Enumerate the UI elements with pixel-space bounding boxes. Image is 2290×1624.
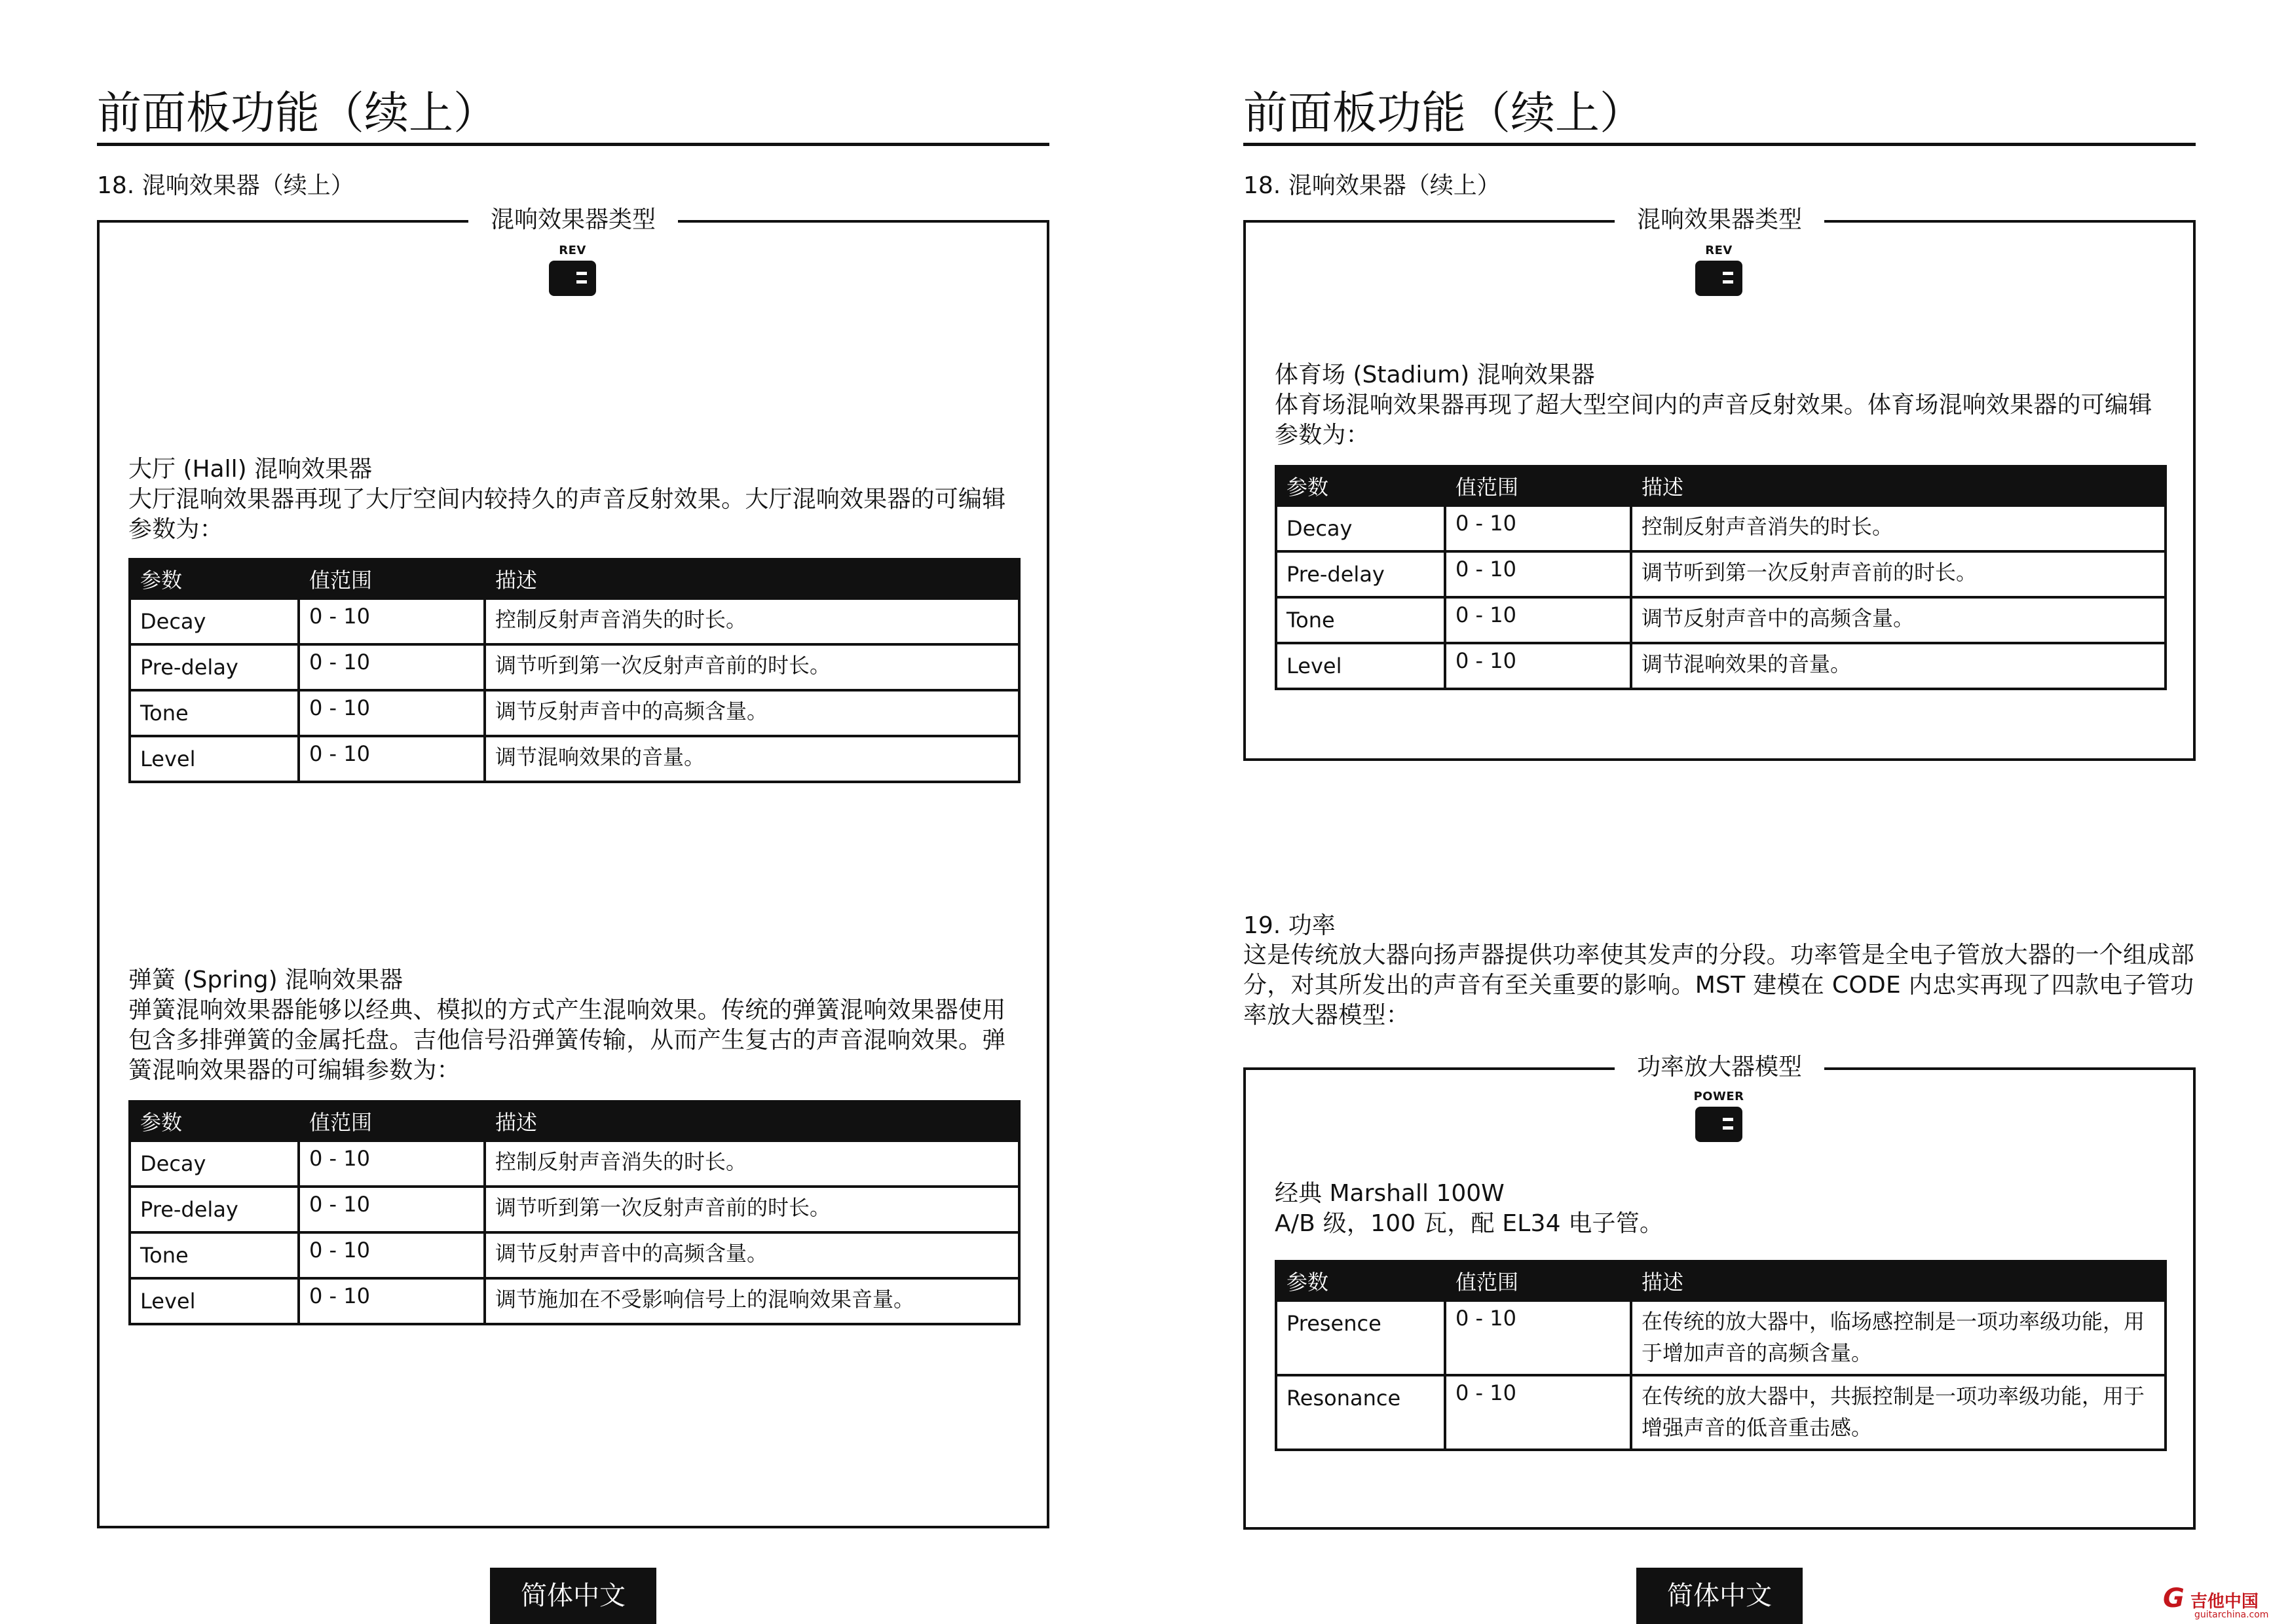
param-range: 0 - 10 [299,1141,485,1187]
param-range: 0 - 10 [299,736,485,782]
table-row [1276,643,2166,689]
param-name: Tone [1276,597,1445,643]
param-range: 0 - 10 [1445,597,1631,643]
param-description: 调节听到第一次反射声音前的时长。 [485,644,1019,690]
rev-icon-label: REV [1705,244,1733,257]
table-row [130,1278,1019,1324]
param-description: 调节听到第一次反射声音前的时长。 [1631,551,2166,597]
box-title: 混响效果器类型 [1615,206,1824,234]
hall-params-table [128,558,1021,783]
table-row [130,1141,1019,1187]
rev-knob-icon [548,244,597,296]
spring-reverb-title: 弹簧 (Spring) 混响效果器 [128,967,404,993]
param-name: Tone [130,1232,299,1278]
param-description: 调节施加在不受影响信号上的混响效果音量。 [485,1278,1019,1324]
page-title: 前面板功能（续上） [97,88,498,139]
param-range: 0 - 10 [299,690,485,736]
hall-reverb-title: 大厅 (Hall) 混响效果器 [128,456,373,483]
subsection-heading: 18. 混响效果器（续上） [97,172,354,199]
rev-knob-icon [1694,244,1744,296]
param-range: 0 - 10 [299,1278,485,1324]
header-param: 参数 [130,1101,299,1141]
param-name: Level [130,736,299,782]
box-title: 混响效果器类型 [468,206,678,234]
table-row [130,690,1019,736]
knob-symbol-icon [549,261,596,296]
param-description: 调节混响效果的音量。 [485,736,1019,782]
power-section-heading: 19. 功率 [1243,912,1336,939]
site-watermark [2163,1583,2268,1620]
param-range: 0 - 10 [299,599,485,644]
power-icon-label: POWER [1693,1090,1744,1103]
rev-icon-label: REV [559,244,586,257]
header-description: 描述 [1631,1261,2166,1301]
table-row [130,644,1019,690]
table-row [130,736,1019,782]
header-description: 描述 [485,559,1019,599]
page-title: 前面板功能（续上） [1243,88,1645,139]
spring-reverb-description: 弹簧混响效果器能够以经典、模拟的方式产生混响效果。传统的弹簧混响效果器使用包含多排弹簧的金属托盘。吉他信号沿弹簧传输，从而产生复古的声音混响效果。弹簧混响效果器的可编辑参数为： [128,997,1006,1084]
table-row [1276,597,2166,643]
param-description: 调节反射声音中的高频含量。 [485,690,1019,736]
table-row [130,599,1019,644]
param-description: 调节听到第一次反射声音前的时长。 [485,1187,1019,1232]
knob-symbol-icon [1695,261,1742,296]
param-description: 调节反射声音中的高频含量。 [485,1232,1019,1278]
param-description: 控制反射声音消失的时长。 [1631,506,2166,551]
box-title: 功率放大器模型 [1615,1053,1824,1082]
param-name: Pre-delay [1276,551,1445,597]
param-description: 调节混响效果的音量。 [1631,643,2166,689]
table-header-row [1276,1261,2166,1301]
watermark-logo-icon: G [2163,1583,2185,1614]
table-header-row [130,559,1019,599]
param-name: Pre-delay [130,1187,299,1232]
param-range: 0 - 10 [1445,643,1631,689]
table-header-row [130,1101,1019,1141]
param-name: Decay [130,1141,299,1187]
param-name: Decay [1276,506,1445,551]
spring-params-table [128,1100,1021,1325]
amp-model-title: 经典 Marshall 100W [1275,1180,1505,1207]
param-description: 控制反射声音消失的时长。 [485,1141,1019,1187]
header-range: 值范围 [1445,466,1631,506]
header-param: 参数 [1276,466,1445,506]
header-description: 描述 [1631,466,2166,506]
param-name: Level [1276,643,1445,689]
subsection-heading: 18. 混响效果器（续上） [1243,172,1501,199]
table-header-row [1276,466,2166,506]
param-range: 0 - 10 [299,644,485,690]
header-range: 值范围 [1445,1261,1631,1301]
stadium-params-table [1275,465,2167,690]
param-range: 0 - 10 [1445,1375,1631,1450]
param-name: Resonance [1276,1375,1445,1450]
language-tab: 简体中文 [490,1568,656,1624]
hall-reverb-description: 大厅混响效果器再现了大厅空间内较持久的声音反射效果。大厅混响效果器的可编辑参数为： [128,486,1006,543]
header-param: 参数 [130,559,299,599]
param-name: Level [130,1278,299,1324]
param-name: Presence [1276,1301,1445,1375]
header-range: 值范围 [299,1101,485,1141]
header-range: 值范围 [299,559,485,599]
stadium-reverb-title: 体育场 (Stadium) 混响效果器 [1275,361,1595,388]
header-description: 描述 [485,1101,1019,1141]
param-range: 0 - 10 [299,1232,485,1278]
param-name: Tone [130,690,299,736]
watermark-url: guitarchina.com [2194,1610,2269,1620]
param-description: 在传统的放大器中，临场感控制是一项功率级功能，用于增加声音的高频含量。 [1631,1301,2166,1375]
param-description: 调节反射声音中的高频含量。 [1631,597,2166,643]
param-description: 控制反射声音消失的时长。 [485,599,1019,644]
table-row [1276,506,2166,551]
table-row [1276,1375,2166,1450]
param-name: Pre-delay [130,644,299,690]
param-range: 0 - 10 [1445,506,1631,551]
power-params-table [1275,1260,2167,1451]
table-row [130,1187,1019,1232]
table-row [1276,1301,2166,1375]
amp-model-description: A/B 级，100 瓦，配 EL34 电子管。 [1275,1210,1664,1237]
power-section-body: 这是传统放大器向扬声器提供功率使其发声的分段。功率管是全电子管放大器的一个组成部分，对其所发出的声音有至关重要的影响。MST 建模在 CODE 内忠实再现了四款电子管功率放大器模型： [1243,942,2195,1029]
stadium-reverb-description: 体育场混响效果器再现了超大型空间内的声音反射效果。体育场混响效果器的可编辑参数为： [1275,392,2152,449]
param-description: 在传统的放大器中，共振控制是一项功率级功能，用于增强声音的低音重击感。 [1631,1375,2166,1450]
param-range: 0 - 10 [299,1187,485,1232]
table-row [1276,551,2166,597]
title-underline [97,143,1049,146]
reverb-types-box [97,220,1049,1528]
title-underline [1243,143,2196,146]
param-range: 0 - 10 [1445,1301,1631,1375]
table-row [130,1232,1019,1278]
watermark-text: 吉他中国 [2190,1592,2259,1612]
language-tab: 简体中文 [1636,1568,1803,1624]
power-knob-icon [1686,1090,1752,1142]
param-range: 0 - 10 [1445,551,1631,597]
knob-symbol-icon [1695,1107,1742,1142]
header-param: 参数 [1276,1261,1445,1301]
param-name: Decay [130,599,299,644]
